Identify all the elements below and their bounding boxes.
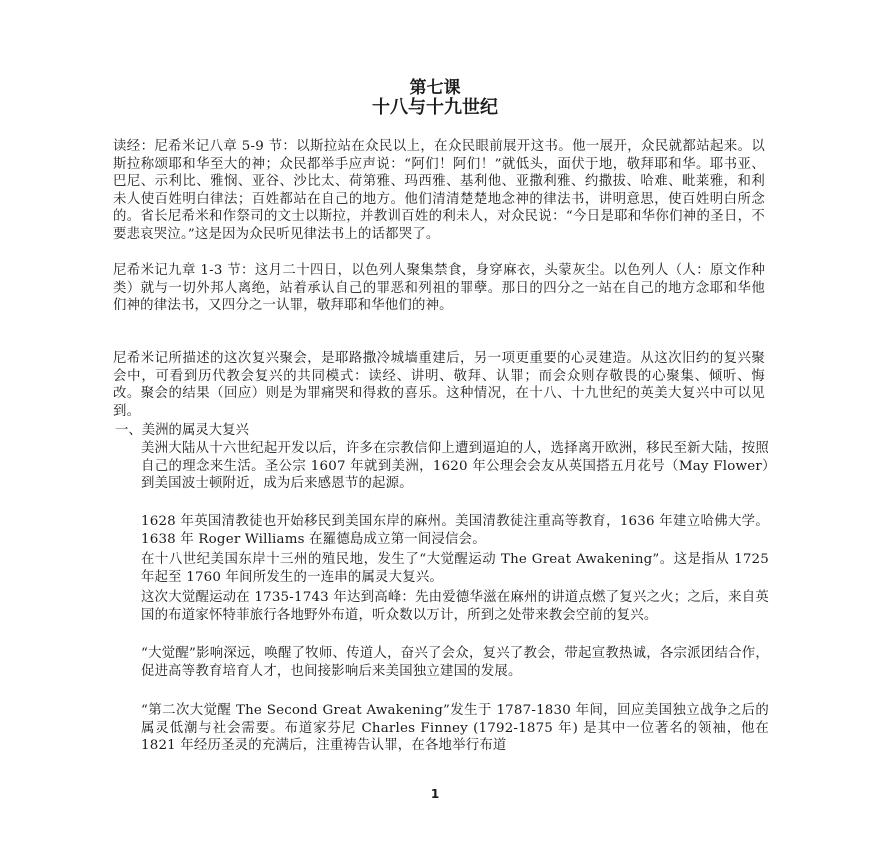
section-paragraph: 1628 年英国清教徒也开始移民到美国东岸的麻州。美国清教徒注重高等教育，1636 年建立哈佛大学。1638 年 Roger Williams 在羅德島成立第一间浸信会。 bbox=[141, 514, 769, 547]
section-paragraph: 在十八世纪美国东岸十三州的殖民地，发生了“大觉醒运动 The Great Awakening”。这是指从 1725 年起至 1760 年间所发生的一连串的属灵大复兴。 bbox=[141, 552, 769, 585]
lesson-title: 十八与十九世纪 bbox=[372, 97, 498, 118]
intro-paragraph: 尼希米记所描述的这次复兴聚会，是耶路撒冷城墙重建后，另一项更重要的心灵建造。从这次旧约的复兴聚会中，可看到历代教会复兴的共同模式：读经、讲明、敬拜、认罪；而会众则存敬畏的心聚集、倾听、悔改。聚会的结果（回应）则是为罪痛哭和得救的喜乐。这种情况，在十八、十九世纪的英美大复兴中可以见到。 bbox=[113, 351, 765, 419]
scripture-reading-nehemiah-9: 尼希米记九章 1-3 节：这月二十四日，以色列人聚集禁食，身穿麻衣，头蒙灰尘。以色列人（人：原文作种类）就与一切外邦人离绝，站着承认自己的罪恶和列祖的罪孽。那日的四分之一站在自己的地方念耶和华他们神的律法书，又四分之一认罪，敬拜耶和华他们的神。 bbox=[113, 263, 765, 314]
page-number: 1 bbox=[430, 787, 440, 801]
lesson-number: 第七课 bbox=[409, 78, 461, 98]
section-paragraph: 美洲大陆从十六世纪起开发以后，许多在宗教信仰上遭到逼迫的人，选择离开欧洲，移民至新大陆，按照自己的理念来生活。圣公宗 1607 年就到美洲，1620 年公理会会友从英国搭五月花号（May Flower）到美国波士顿附近，成为后来感恩节的起源。 bbox=[141, 441, 769, 492]
section-heading-american-revival: 一、美洲的属灵大复兴 bbox=[115, 423, 249, 438]
section-paragraph: “大觉醒”影响深远，唤醒了牧师、传道人，奋兴了会众，复兴了教会，带起宣教热诚，各宗派团结合作，促进高等教育培育人才，也间接影响后来美国独立建国的发展。 bbox=[141, 646, 769, 679]
section-paragraph: 这次大觉醒运动在 1735-1743 年达到高峰：先由爱德华滋在麻州的讲道点燃了复兴之火；之后，来自英国的布道家怀特菲旅行各地野外布道，听众数以万计，所到之处带来教会空前的复兴。 bbox=[141, 590, 769, 623]
scripture-reading-nehemiah-8: 读经：尼希米记八章 5-9 节：以斯拉站在众民以上，在众民眼前展开这书。他一展开，众民就都站起来。以斯拉称颂耶和华至大的神；众民都举手应声说：“阿们！阿们！”就低头，面伏于地，敬拜耶和华。耶书亚、巴尼、示利比、雅悯、亚谷、沙比太、荷第雅、玛西雅、基利他、亚撒利雅、约撒拔、哈难、毗莱雅，和利未人使百姓明白律法；百姓都站在自己的地方。他们清清楚楚地念神的律法书，讲明意思，使百姓明白所念的。省长尼希米和作祭司的文士以斯拉，并教训百姓的利未人，对众民说：“今日是耶和华你们神的圣日，不要悲哀哭泣。”这是因为众民听见律法书上的话都哭了。 bbox=[113, 139, 765, 242]
section-paragraph: “第二次大觉醒 The Second Great Awakening”发生于 1787-1830 年间，回应美国独立战争之后的属灵低潮与社会需要。布道家芬尼 Charles Finney (1792-1875 年) 是其中一位著名的领袖，他在 1821 年经历圣灵的充满后，注重祷告认罪，在各地举行布道 bbox=[141, 703, 769, 754]
